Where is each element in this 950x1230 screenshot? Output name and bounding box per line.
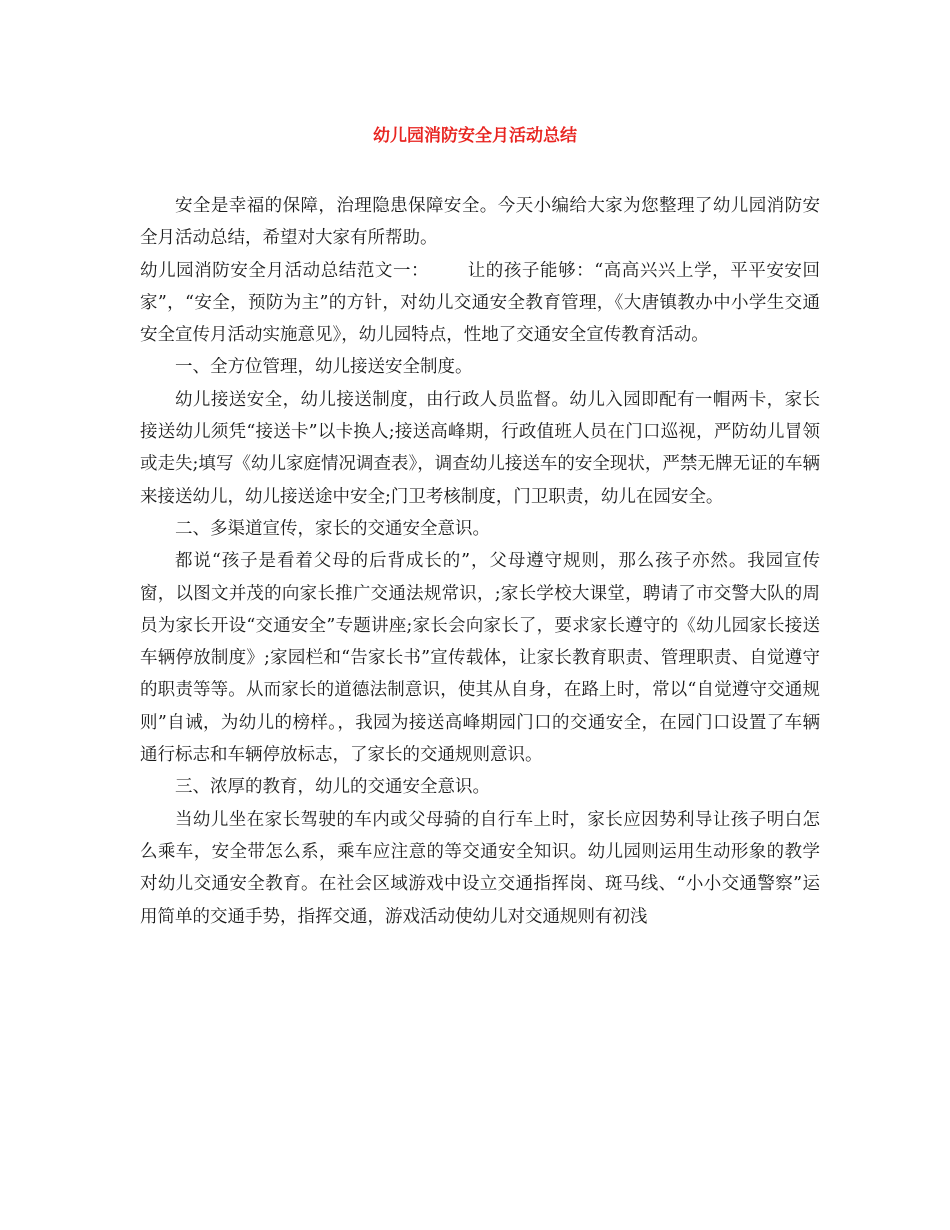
section-paragraph-3: 当幼儿坐在家长驾驶的车内或父母骑的自行车上时，家长应因势利导让孩子明白怎么乘车，安全带怎么系，乘车应注意的等交通安全知识。幼儿园则运用生动形象的教学对幼儿交通安全教育。在社会区域游戏中设立交通指挥岗、斑马线、“小小交通警察”运用简单的交通手势，指挥交通，游戏活动使幼儿对交通规则有初浅 [140,809,820,927]
intro-paragraph: 安全是幸福的保障，治理隐患保障安全。今天小编给大家为您整理了幼儿园消防安全月活动总结，希望对大家有所帮助。 [140,196,820,249]
sample-text: 让的孩子能够：“高高兴兴上学，平平安安回家”，“安全，预防为主”的方针，对幼儿交通安全教育管理，《大唐镇教办中小学生交通安全宣传月活动实施意见》，幼儿园特点，性地了交通安全宣传教育活动。 [140,260,821,346]
document-title: 幼儿园消防安全月活动总结 [373,126,577,146]
section-heading-2: 二、多渠道宣传，家长的交通安全意识。 [175,518,490,539]
section-paragraph-1: 幼儿接送安全，幼儿接送制度，由行政人员监督。幼儿入园即配有一帽两卡，家长接送幼儿须凭“接送卡”以卡换人;接送高峰期，行政值班人员在门口巡视，严防幼儿冒领或走失;填写《幼儿家庭情况调查表》，调查幼儿接送车的安全现状，严禁无牌无证的车辆来接送幼儿，幼儿接送途中安全;门卫考核制度，门卫职责，幼儿在园安全。 [140,389,820,507]
document-body [140,190,820,933]
section-heading-3: 三、浓厚的教育，幼儿的交通安全意识。 [175,777,490,798]
section-paragraph-2: 都说“孩子是看着父母的后背成长的”，父母遵守规则，那么孩子亦然。我园宣传窗，以图文并茂的向家长推广交通法规常识，;家长学校大课堂，聘请了市交警大队的周员为家长开设“交通安全”专题讲座;家长会向家长了，要求家长遵守的《幼儿园家长接送车辆停放制度》;家园栏和“告家长书”宣传载体，让家长教育职责、管理职责、自觉遵守的职责等等。从而家长的道德法制意识，使其从自身，在路上时，常以“自觉遵守交通规则”自诫，为幼儿的榜样。，我园为接送高峰期园门口的交通安全，在园门口设置了车辆通行标志和车辆停放标志，了家长的交通规则意识。 [140,551,820,766]
sample-label: 幼儿园消防安全月活动总结范文一： [140,260,430,281]
section-heading-1: 一、全方位管理，幼儿接送安全制度。 [175,357,473,378]
sample-paragraph [140,255,820,352]
